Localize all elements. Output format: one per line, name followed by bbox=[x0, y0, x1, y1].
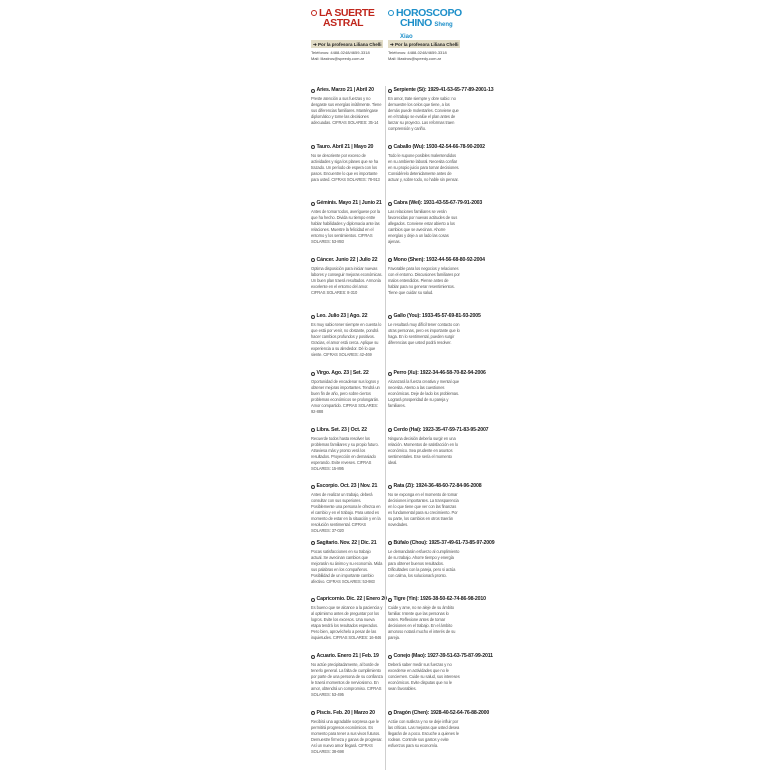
bullet-icon bbox=[311, 598, 315, 602]
sign-heading-text: Tauro. Abril 21 | Mayo 20 bbox=[316, 143, 374, 150]
sign-entry bbox=[388, 143, 485, 183]
sign-body-text: Pocas satisfacciones en su trabajo actual. Se avecinan cambios que mejorarán su ánimo y su economía. Mida sus palabras en los compañeros. Posibilidad de un importante cambio afectivo. CIFRAS SOLARES: 53-983 bbox=[311, 548, 383, 584]
sign-heading-text: Perro (Xu): 1922-34-46-58-70-82-94-2006 bbox=[393, 370, 486, 376]
sign-entry bbox=[388, 256, 485, 296]
byline-text: Por la profesora Liliana Chelli bbox=[318, 41, 382, 47]
sign-heading bbox=[388, 596, 486, 603]
bullet-icon bbox=[311, 711, 315, 715]
chinese-title-line2: CHINO bbox=[400, 17, 432, 29]
sign-body-text: No se desoriente por exceso de actividades y siga los planes que se ha trazado. Un período de espera con los pasos. Encuentre lo que es importante para usted. CIFRAS SOLARES: 78-913 bbox=[311, 152, 380, 182]
sign-body-text: Preste atención a sus fuerzas y no desgaste sus energías inútilmente. Tiene sus diferencias familiares. Manténgase diplomático y tome las decisiones adecuadas. CIFRAS SOLARES: 35-14 bbox=[311, 96, 382, 125]
sign-heading-text: Acuario. Enero 21 | Feb. 19 bbox=[316, 653, 379, 659]
mail-text: Mail: lilastros@speedy.com.ar bbox=[311, 55, 365, 61]
sign-entry bbox=[388, 539, 495, 579]
sign-body-text: Optima disposición para iniciar nuevas labores y conseguir mejoras económicas. Un buen plan traerá resultados. Armonía excelente en el entorno del amor. CIFRAS SOLARES: 8-310 bbox=[311, 265, 383, 295]
sign-entry bbox=[311, 596, 387, 641]
bullet-icon bbox=[388, 145, 392, 149]
sign-entry bbox=[388, 653, 493, 692]
astral-title-line1: LA SUERTE bbox=[319, 7, 375, 19]
astral-luck-column bbox=[311, 7, 387, 754]
chinese-contact bbox=[388, 50, 460, 61]
sign-body-text: Todo le supone posibles malentendidos en su ambiente laboral. Necesita confiar en su propio juicio para tomar decisiones. Considérelo detenidamente antes de actuar y, sobre todo, no hable sin pensar. bbox=[388, 152, 460, 182]
sign-body-text: Le demandarán esfuerzo al cumplimiento de su trabajo. Ahorre tiempo y energía para obtener buenos resultados. Dificultades con la pareja, pero si actúa con calma, los solucionará pronto. bbox=[388, 548, 460, 578]
bullet-icon bbox=[388, 428, 392, 432]
sign-entry bbox=[388, 596, 486, 641]
bullet-icon bbox=[311, 89, 315, 93]
astral-byline: ➔ Por la profesora Liliana Chelli bbox=[313, 41, 382, 47]
sign-heading-text: Géminis. Mayo 21 | Junio 21 bbox=[316, 200, 382, 207]
bullet-icon bbox=[311, 315, 315, 319]
sign-body-text: Antes de tomar todos, averíguese por la que ha hecho. Divida su tiempo entre hablar habilidades y diplomacia ante las relaciones. Muestre la felicidad en el entorno y los sentimientos. CIFRAS SOLARES: 53-893 bbox=[311, 209, 380, 245]
sign-heading-text: Rata (Zi): 1924-36-48-60-72-84-96-2008 bbox=[393, 483, 482, 490]
sign-body-text: Es bueno que se alcance a la paciencia y al optimismo antes de preguntar por los logros. Evite los excesos. Una nueva etapa tendrá los resultados esperados. Pero bien, aprovéchelo a pesar de las inquietudes. CIFRAS SOLARES: 16-846 bbox=[311, 605, 383, 641]
chinese-byline: ➔ Por la profesora Liliana Chelli bbox=[390, 41, 459, 47]
sign-entry bbox=[388, 200, 483, 245]
sign-heading bbox=[311, 596, 387, 603]
horoscope-page bbox=[311, 7, 495, 770]
bullet-icon bbox=[388, 598, 392, 602]
sign-entry bbox=[388, 426, 489, 466]
bullet-icon bbox=[388, 202, 392, 206]
sign-heading bbox=[311, 483, 383, 490]
bullet-icon bbox=[388, 711, 392, 715]
sign-entry bbox=[388, 483, 482, 528]
sign-heading bbox=[388, 539, 495, 547]
sign-heading bbox=[311, 653, 383, 660]
sign-body-text: Es muy sabio tener siempre en cuenta lo que está por venir, no obstante, pondrá hacer cambios profundos y positivos. Gracias, el amor está cerca. Aplique su experiencia a su alrededor. Dé lo que siente. CIFRAS SOLARES: 42-469 bbox=[311, 322, 382, 358]
sign-entry bbox=[388, 370, 486, 409]
sign-body-text: Alcanzará la fuerza creativa y mental que necesita. Atento a las cuestiones económicas. Deje de lado los problemas. Logrará prosperidad de su pareja y familiares. bbox=[388, 379, 459, 408]
sign-body-text: Antes de realizar un trabajo, deberá consultar con sus superiores. Posiblemente una persona le ofrezca en el cambio y en el trabajo. Para usted es momento de estar en la situación y en la resolución sentimental. CIFRAS SOLARES: 37-020 bbox=[311, 492, 381, 534]
sign-heading bbox=[311, 87, 383, 94]
sign-heading-text: Aries. Marzo 21 | Abril 20 bbox=[316, 87, 374, 93]
bullet-icon bbox=[311, 541, 315, 545]
sign-heading bbox=[388, 256, 485, 264]
sign-heading-text: Búfalo (Chou): 1925-37-49-61-73-85-97-2009 bbox=[393, 539, 495, 546]
sign-heading-text: Mono (Shen): 1932-44-56-68-80-92-2004 bbox=[393, 256, 485, 263]
sign-body-text: Cuide y ame, no se aleje de su ámbito familiar. Intente que las personas lo noten. Reflexione antes de tomar decisiones en el trabajo. En el ámbito amoroso notará mucho el interés de su pareja. bbox=[388, 605, 456, 641]
sign-body-text: Recibirá una agradable sorpresa que le permitirá progresos económicos. Es momento para tener a sus vivos futuros. Demuestre firmeza y ganas de progresar. Así un nuevo amor llegará. CIFRAS SOLARES: 38-698 bbox=[311, 718, 383, 754]
sign-body-text: Ninguna decisión debería surgir en una relación. Momentos de satisfacción en lo económico. Sea prudente en asuntos sentimentales. Ese sería el momento ideal. bbox=[388, 435, 458, 465]
sign-entry bbox=[311, 483, 383, 534]
sign-body-text: En amor, trate siempre y obre sabio: no demuestre los celos que tiene, a los demás puede molestarles. Conviene que en el trabajo se evalúe el plan antes de lanzar su proyecto. Las reformas traen comprensión y cariño. bbox=[388, 96, 459, 131]
sign-heading bbox=[311, 257, 383, 264]
bullet-icon bbox=[311, 145, 315, 149]
sign-body-text: No se exponga en el momento de tomar decisiones importantes. La transparencia en lo que tiene que ver con las finanzas es fundamental para su crecimiento. Por su parte, los cambios en otros traerán novedades. bbox=[388, 492, 459, 528]
sign-heading-text: Libra. Set. 23 | Oct. 22 bbox=[316, 426, 367, 433]
bullet-icon bbox=[388, 541, 392, 545]
sign-heading-text: Piscis. Feb. 20 | Marzo 20 bbox=[316, 709, 375, 716]
sign-heading-text: Conejo (Mao): 1927-39-51-63-75-87-99-2011 bbox=[393, 653, 493, 659]
bullet-icon bbox=[311, 372, 315, 376]
sign-heading bbox=[388, 370, 486, 377]
sign-entry bbox=[311, 540, 383, 585]
sign-entry bbox=[311, 87, 383, 126]
mail-text: Mail: lilastros@speedy.com.ar bbox=[388, 55, 442, 61]
sign-heading-text: Serpiente (Si): 1929-41-53-65-77-89-2001-13 bbox=[393, 87, 494, 93]
bullet-icon bbox=[311, 485, 315, 489]
chinese-title-line1: HOROSCOPO bbox=[396, 7, 462, 19]
sign-heading-text: Capricornio. Dic. 22 | Enero 20 bbox=[316, 596, 387, 603]
bullet-icon bbox=[388, 258, 392, 262]
sign-heading bbox=[311, 540, 383, 547]
sign-heading bbox=[311, 200, 383, 207]
bullet-icon bbox=[388, 655, 392, 659]
chinese-title-suffix: Sheng Xiao bbox=[400, 22, 453, 40]
sign-heading bbox=[388, 200, 483, 207]
astral-contact bbox=[311, 50, 383, 61]
sign-heading bbox=[388, 426, 489, 434]
sign-heading bbox=[311, 427, 383, 434]
sign-body-text: No actúe precipitadamente, al borde de tenerlo general. La falta de cumplimiento por parte de una persona de su confianza le traerá momentos de nerviosismo. En amor, obtendrá un compromiso. CIFRAS SOLARES: 53-495 bbox=[311, 662, 383, 697]
sign-entry bbox=[311, 653, 383, 698]
sign-entry bbox=[311, 144, 383, 183]
sign-heading-text: Tigre (Yin): 1926-38-50-62-74-86-98-2010 bbox=[393, 596, 486, 603]
sign-body-text: Las relaciones familiares se verán favorecidas por nuevas actitudes de sus allegados. Conviene estar abierto a los cambios que se avecinan. Ahorre energías y deje a un lado las cosas ajenas. bbox=[388, 209, 458, 245]
sign-heading-text: Cabra (Wei): 1931-43-55-67-79-91-2003 bbox=[393, 200, 483, 207]
sign-heading-text: Escorpio. Oct. 23 | Nov. 21 bbox=[316, 483, 378, 490]
sign-body-text: Le resultará muy difícil tener contacto con otras personas, pero es importante que lo haga. En lo sentimental, pueden surgir diferencias que usted podrá resolver. bbox=[388, 322, 460, 346]
sign-heading bbox=[311, 313, 383, 320]
sign-heading-text: Gallo (You): 1933-45-57-69-81-93-2005 bbox=[393, 313, 481, 320]
bullet-icon bbox=[388, 89, 392, 93]
sign-entry bbox=[388, 313, 481, 346]
sign-heading-text: Sagitario. Nov. 22 | Dic. 21 bbox=[316, 539, 377, 546]
bullet-icon bbox=[311, 202, 315, 206]
sign-entry bbox=[311, 370, 383, 415]
sign-heading bbox=[311, 710, 383, 717]
sign-heading bbox=[311, 370, 383, 377]
sign-heading bbox=[388, 313, 481, 320]
bullet-icon bbox=[311, 258, 315, 262]
sign-heading bbox=[388, 653, 493, 660]
bullet-icon bbox=[311, 10, 317, 16]
chinese-horoscope-title bbox=[388, 7, 462, 40]
sign-heading-text: Leo. Julio 23 | Ago. 22 bbox=[316, 313, 368, 320]
sign-heading bbox=[388, 87, 494, 94]
sign-body-text: Recuerde todos hasta resolver los problemas familiares y su propio futuro. Atraviesa más y pronto verá los resultados. Proyección en demasiado esperando. Evite reveses. CIFRAS SOLARES: 15-895 bbox=[311, 435, 379, 471]
bullet-icon bbox=[388, 315, 392, 319]
bullet-icon bbox=[311, 428, 315, 432]
phone-text: Teléfonos: 4488-0248/4659-3318 bbox=[388, 50, 447, 55]
sign-entry bbox=[311, 200, 383, 245]
bullet-icon bbox=[388, 485, 392, 489]
sign-body-text: Favorable para los negocios y relaciones con el entorno. Discusiones familiares por malos entendidos. Piense antes de hablar para no generar resentimientos. Tiene que cuidar su salud. bbox=[388, 265, 460, 295]
sign-entry bbox=[311, 710, 383, 755]
sign-entry bbox=[388, 709, 490, 749]
sign-body-text: Deberá saber medir sus fuerzas y no excederse en actividades que no le conciernen. Cuide su salud, sus intereses económicos. Evite disputas que no le sean favorables. bbox=[388, 662, 460, 691]
astral-title-line2: ASTRAL bbox=[323, 17, 364, 29]
sign-entry bbox=[311, 313, 383, 358]
chinese-horoscope-column bbox=[388, 7, 495, 748]
bullet-icon bbox=[388, 10, 394, 16]
sign-heading bbox=[388, 483, 482, 490]
bullet-icon bbox=[388, 372, 392, 376]
sign-entry bbox=[311, 427, 383, 472]
sign-heading-text: Cerdo (Hai): 1923-35-47-59-71-83-95-2007 bbox=[393, 426, 489, 433]
bullet-icon bbox=[311, 655, 315, 659]
sign-entry bbox=[388, 87, 494, 132]
column-divider bbox=[385, 86, 386, 770]
sign-body-text: Actúe con sutileza y no se deje influir por las críticas. Las mejoras que usted desea llegarán de a poco. Escuche a quienes le rodean. Controle sus gastos y evite esfuerzos para su economía. bbox=[388, 718, 460, 748]
sign-entry bbox=[311, 257, 383, 296]
astral-luck-title bbox=[311, 8, 383, 36]
sign-heading bbox=[388, 143, 485, 151]
phone-text: Teléfonos: 4488-0248/4659-3318 bbox=[311, 50, 370, 55]
sign-heading-text: Caballo (Wu): 1930-42-54-66-78-90-2002 bbox=[393, 143, 485, 150]
sign-heading bbox=[311, 144, 383, 151]
sign-heading-text: Cáncer. Junio 22 | Julio 22 bbox=[316, 256, 378, 263]
sign-heading bbox=[388, 709, 490, 717]
byline-text: Por la profesora Liliana Chelli bbox=[395, 41, 459, 47]
sign-heading-text: Virgo. Ago. 23 | Set. 22 bbox=[316, 370, 369, 376]
sign-body-text: Oportunidad de encadenar sus logros y obtener mejoras importantes. Tendrá un buen fin de año, pero sobre ciertos problemas económicos se prolongarán. Amor compartido. CIFRAS SOLARES: 92-888 bbox=[311, 379, 380, 414]
sign-heading-text: Dragón (Chen): 1928-40-52-64-76-88-2000 bbox=[393, 709, 490, 716]
